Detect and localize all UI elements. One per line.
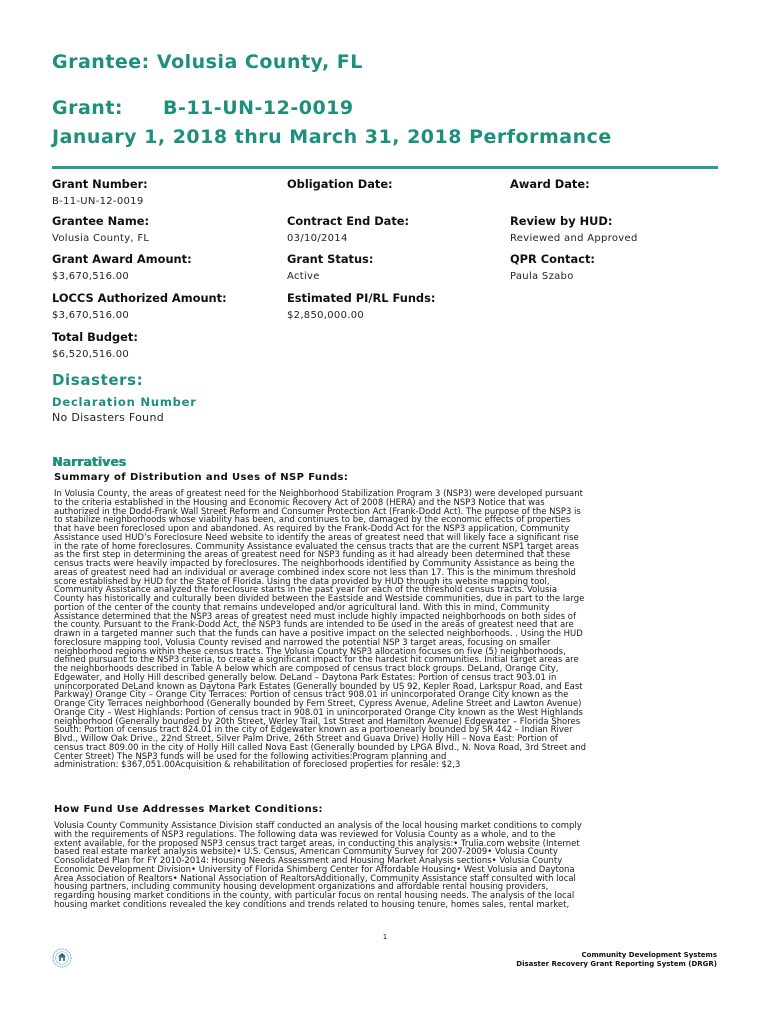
- summary-line: portion of the center of the county that remains undeveloped and/or agricultural land. With this in mind, Community: [54, 601, 550, 612]
- market-line: Consolidated Plan for FY 2010-2014: Housing Needs Assessment and Housing Market Analysis sections• Volusia County: [54, 855, 563, 865]
- grant-status-label: Grant Status:: [287, 252, 374, 266]
- loccs-authorized-amount-field: [52, 291, 272, 321]
- total-budget-label: Total Budget:: [52, 330, 138, 344]
- market-line: housing partners, including community housing development organizations and affordable rental housing providers,: [54, 881, 549, 892]
- footer: [516, 951, 717, 969]
- declaration-number-label: Declaration Number: [52, 395, 197, 409]
- loccs-authorized-amount-label: LOCCS Authorized Amount:: [52, 291, 227, 305]
- footer-line-1: Community Development Systems: [581, 951, 717, 959]
- award-date-field: [510, 177, 730, 196]
- grantee-heading-label: Grantee:: [52, 51, 150, 73]
- summary-line: County has historically and culturally been divided between the Eastside and Westside communities, due in part to the large: [54, 593, 585, 603]
- market-line: Volusia County Community Assistance Division staff conducted an analysis of the local housing market conditions to comply: [54, 820, 582, 830]
- summary-line: areas of greatest need had an individual or average combined index score not less than 17. This is the minimum threshold: [54, 566, 576, 577]
- declaration-number-value: No Disasters Found: [52, 411, 165, 424]
- estimated-pi-rl-funds-label: Estimated PI/RL Funds:: [287, 291, 436, 305]
- summary-line: score established by HUD for the State of Florida. Using the data provided by HUD through its website mapping tool,: [54, 575, 550, 586]
- summary-line: the neighborhoods described in Table A below which are composed of census tract block groups. DeLand, Orange City,: [54, 663, 559, 673]
- contract-end-date-label: Contract End Date:: [287, 214, 410, 228]
- grant-heading-value: B-11-UN-12-0019: [163, 97, 354, 119]
- summary-paragraph: [54, 489, 704, 769]
- summary-line: to the criteria established in the Housing and Economic Recovery Act of 2008 (HERA) and the NSP3 Notice that was: [54, 496, 545, 507]
- obligation-date-field: [287, 177, 507, 196]
- summary-line: Edgewater, and Holly Hill described generally below. DeLand – Daytona Park Estates: Portion of census tract 903.01 in: [54, 671, 557, 682]
- review-by-hud-label: Review by HUD:: [510, 214, 613, 228]
- narratives-title: Narratives: [52, 454, 126, 469]
- summary-line: drawn in a targeted manner such that the funds can have a positive impact on the selected neighborhoods. . Using the HUD: [54, 628, 583, 638]
- grant-award-amount-value: $3,670,516.00: [52, 271, 130, 282]
- summary-line: Center Street) The NSP3 funds will be used for the following activities:Program planning and: [54, 750, 447, 761]
- grantee-heading: [52, 51, 363, 73]
- summary-line: Blvd., Willow Oak Drive., 22nd Street, Silver Palm Drive, 26th Street and Guava Drive) Holly Hill – Nova East: Portion of: [54, 733, 558, 743]
- market-line: regarding housing market conditions in the county, with particular focus on rental housing needs. The analysis of the local: [54, 890, 575, 900]
- summary-line: as the first step in determining the areas of greatest need for NSP3 funding as it had already been determined that these: [54, 549, 571, 560]
- qpr-contact-label: QPR Contact:: [510, 252, 595, 266]
- summary-line: census tract 809.00 in the city of Holly Hill called Nova East (Generally bounded by LPGA Blvd., N. Nova Road, 3rd Street and: [54, 741, 586, 752]
- grant-status-value: Active: [287, 271, 320, 282]
- estimated-pi-rl-funds-field: [287, 291, 507, 321]
- market-conditions-paragraph: [54, 821, 704, 909]
- grantee-name-value: Volusia County, FL: [52, 233, 150, 244]
- grant-heading: [52, 97, 354, 119]
- summary-line: Assistance determined that the NSP3 areas of greatest need must include highly impacted neighborhoods on both sides of: [54, 610, 576, 621]
- estimated-pi-rl-funds-value: $2,850,000.00: [287, 310, 365, 321]
- disasters-title: Disasters:: [52, 371, 144, 389]
- qpr-contact-field: [510, 252, 730, 282]
- page-number: 1: [382, 933, 388, 941]
- summary-line: Assistance used HUD’s Foreclosure Need website to identify the areas of greatest need that will likely face a significant rise: [54, 531, 579, 542]
- grant-number-field: [52, 177, 272, 207]
- market-line: housing market conditions revealed the key conditions and trends related to housing tenure, homes sales, rental market,: [54, 898, 570, 909]
- review-by-hud-value: Reviewed and Approved: [510, 233, 638, 244]
- market-line: with the requirements of NSP3 regulations. The following data was reviewed for Volusia County as a whole, and to the: [54, 828, 556, 839]
- summary-line: the county. Pursuant to the Frank-Dodd Act, the NSP3 funds are intended to be used in the areas of greatest need that are: [54, 619, 574, 630]
- summary-line: In Volusia County, the areas of greatest need for the Neighborhood Stabilization Program 3 (NSP3) were developed pursuant: [54, 488, 583, 498]
- summary-line: Orange City – West Highlands: Portion of census tract in 908.01 in unincorporated Orange City known as the West Highlands: [54, 706, 583, 717]
- market-conditions-heading: How Fund Use Addresses Market Conditions:: [54, 804, 323, 815]
- summary-heading: Summary of Distribution and Uses of NSP Funds:: [54, 472, 349, 483]
- summary-line: that have been foreclosed upon and abandoned. As required by the Frank-Dodd Act for the NSP3 application, Community: [54, 523, 570, 533]
- footer-line-2: Disaster Recovery Grant Reporting System (DRGR): [516, 960, 717, 968]
- market-line: Area Association of Realtors• National Association of RealtorsAdditionally, Community Assistance staff consulted with local: [54, 872, 576, 883]
- qpr-contact-value: Paula Szabo: [510, 271, 574, 282]
- summary-line: census tracts were heavily impacted by foreclosures. The neighborhoods identified by Community Assistance as being the: [54, 558, 575, 568]
- summary-line: defined pursuant to the NSP3 criteria, to create a significant impact for the hardest hit communities. Initial target areas are: [54, 654, 579, 665]
- loccs-authorized-amount-value: $3,670,516.00: [52, 310, 130, 321]
- grantee-heading-value: Volusia County, FL: [156, 51, 363, 73]
- grant-number-label: Grant Number:: [52, 177, 148, 191]
- grant-status-field: [287, 252, 507, 282]
- summary-line: neighborhood regions within these census tracts. The Volusia County NSP3 allocation focuses on five (5) neighborhoods,: [54, 645, 566, 656]
- award-date-label: Award Date:: [510, 177, 590, 191]
- summary-line: to stabilize neighborhoods whose viability has been, and continues to be, damaged by the economic effects of properties: [54, 514, 571, 525]
- grant-award-amount-field: [52, 252, 272, 282]
- summary-line: Orange City Terraces neighborhood (Generally bounded by Fern Street, Cypress Avenue, Adeline Street and Lawton Avenue): [54, 698, 582, 708]
- summary-line: unincorporated DeLand known as Daytona Park Estates (Generally bounded by US 92, Kepler Road, Larkspur Road, and East: [54, 680, 583, 691]
- review-by-hud-field: [510, 214, 730, 244]
- total-budget-field: [52, 330, 272, 360]
- grantee-name-label: Grantee Name:: [52, 214, 149, 228]
- summary-line: authorized in the Dodd-Frank Wall Street Reform and Consumer Protection Act (Frank-Dodd Act). The purpose of the NSP3 is: [54, 505, 581, 516]
- grant-heading-label: Grant:: [52, 97, 123, 119]
- contract-end-date-field: [287, 214, 507, 244]
- obligation-date-label: Obligation Date:: [287, 177, 393, 191]
- contract-end-date-value: 03/10/2014: [287, 233, 348, 244]
- market-line: based real estate market analysis website)• U.S. Census, American Community Survey for 2007-2009• Volusia County: [54, 846, 558, 857]
- summary-line: in the rate of home foreclosures. Community Assistance evaluated the census tracts that are the current NSP1 target areas: [54, 540, 579, 551]
- hud-seal-icon: [52, 948, 72, 968]
- performance-period-heading: January 1, 2018 thru March 31, 2018 Performance: [52, 126, 612, 148]
- grant-award-amount-label: Grant Award Amount:: [52, 252, 192, 266]
- grant-number-value: B-11-UN-12-0019: [52, 196, 144, 207]
- market-line: extent available, for the proposed NSP3 census tract target areas, in conducting this analysis:• Trulia.com website (Internet: [54, 837, 580, 848]
- summary-line: Community Assistance analyzed the foreclosure starts in the past year for each of the threshold census tracts. Volusia: [54, 584, 558, 595]
- summary-line: neighborhood (Generally bounded by 20th Street, Werley Trail, 1st Street and Hamilton Avenue) Edgewater – Florida Shores: [54, 715, 581, 726]
- header-divider: [52, 166, 718, 169]
- summary-line: South: Portion of census tract 824.01 in the city of Edgewater known as a portioenearly bounded by SR 442 – Indian River: [54, 724, 573, 735]
- summary-line: administration: $367,051.00Acquisition & rehabilitation of foreclosed properties for resale: $2,3: [54, 759, 461, 770]
- summary-line: foreclosure mapping tool, Volusia County revised and narrowed the potential NSP 3 target areas, focusing on smaller: [54, 636, 551, 647]
- summary-line: Parkway) Orange City – Orange City Terraces: Portion of census tract 908.01 in unincorporated Orange City known as the: [54, 689, 569, 700]
- market-line: Economic Development Division• University of Florida Shimberg Center for Affordable Housing• West Volusia and Daytona: [54, 863, 575, 874]
- grantee-name-field: [52, 214, 272, 244]
- total-budget-value: $6,520,516.00: [52, 349, 130, 360]
